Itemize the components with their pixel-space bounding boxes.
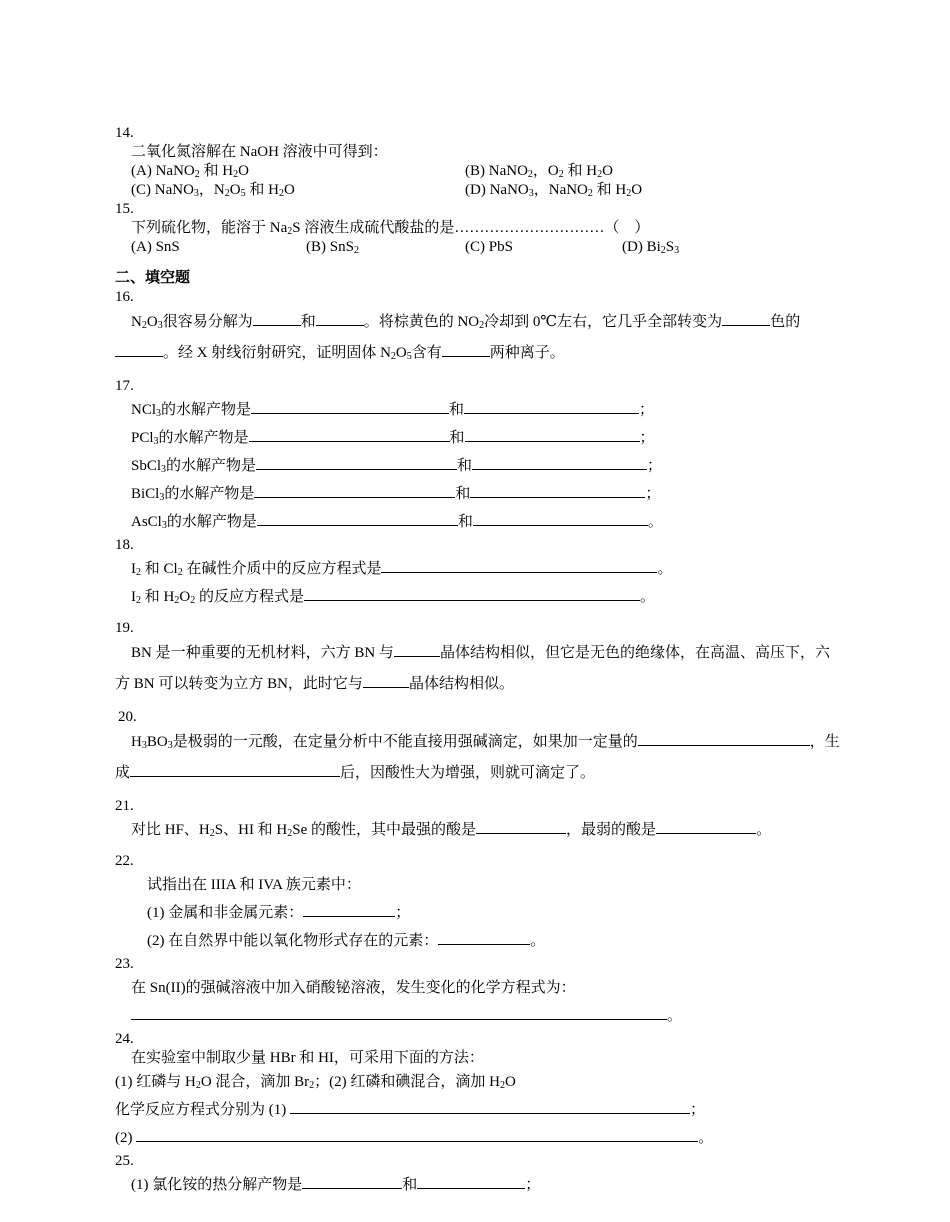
q14-option-d[interactable]: (D) NaNO$_3$，NaNO$_2$ 和 $H_2O$ <box>465 182 643 199</box>
q22-stem: 试指出在 IIIA 和 IVA 族元素中： <box>147 877 361 893</box>
q16-blank-3[interactable] <box>722 311 770 326</box>
q15-stem: 下列硫化物，能溶于 $Na_2S$ 溶液生成硫代酸盐的是…………………………（ ） <box>131 220 650 237</box>
q15-option-d[interactable]: (D) $Bi_2S_3$ <box>622 239 680 256</box>
q17-sbcl3-blank-2[interactable] <box>472 455 647 470</box>
q14-number: 14. <box>115 125 134 141</box>
q14-option-c[interactable]: (C) NaNO$_3$，$N_2O_5$ 和 $H_2O$ <box>131 182 295 199</box>
q24-blank-2[interactable] <box>136 1127 698 1142</box>
q17-row-ascl3: AsCl$_3$的水解产物是 和 。 <box>115 508 840 536</box>
q16-text: $N_2O_3$很容易分解为 和 。将棕黄色的 $NO_2$冷却到 0℃左右，它几乎全部转变为 色的。经 X 射线衍射研究，证明固体 $N_2O_5$含有 两种离子。 <box>115 307 840 369</box>
q24-blank-1[interactable] <box>290 1099 690 1114</box>
q20-blank-1a[interactable] <box>638 731 786 746</box>
q18-blank-2[interactable] <box>304 586 640 601</box>
q17-pcl3-blank-2[interactable] <box>465 427 640 442</box>
q25-blank-2[interactable] <box>417 1174 525 1189</box>
q17-ncl3-blank-2[interactable] <box>464 399 639 414</box>
q25-number: 25. <box>115 1153 134 1169</box>
q14-options-row1 <box>115 162 840 181</box>
q19-blank-2[interactable] <box>363 673 409 688</box>
q15-option-a[interactable]: (A) SnS <box>131 239 180 255</box>
q24-number: 24. <box>115 1031 134 1047</box>
q22-blank-1[interactable] <box>303 902 395 917</box>
q22-number: 22. <box>115 853 134 869</box>
page <box>115 124 840 1199</box>
q16-blank-5[interactable] <box>442 342 490 357</box>
q18-blank-1[interactable] <box>381 558 657 573</box>
q17-ascl3-blank-2[interactable] <box>473 511 648 526</box>
q21-blank-strongest[interactable] <box>476 819 566 834</box>
q17-bicl3-blank-2[interactable] <box>470 483 645 498</box>
q20-blank-1b[interactable] <box>786 731 810 746</box>
q20-blank-2[interactable] <box>130 762 340 777</box>
q14-options-row2 <box>115 181 840 200</box>
q20-text: $H_3BO_3$是极弱的一元酸，在定量分析中不能直接用强碱滴定，如果加一定量的 ，生成 后，因酸性大为增强，则就可滴定了。 <box>115 727 840 789</box>
q19-text: BN 是一种重要的无机材料，六方 BN 与 晶体结构相似，但它是无色的绝缘体，在高温、高压下，六方 BN 可以转变为立方 BN，此时它与 晶体结构相似。 <box>115 638 840 700</box>
q23-number: 23. <box>115 956 134 972</box>
q23-answer-line: 。 <box>115 1002 840 1030</box>
q18-line-1: $I_2$ 和 $Cl_2$ 在碱性介质中的反应方程式是 。 <box>115 555 840 583</box>
q22-blank-2[interactable] <box>438 930 530 945</box>
q25-blank-1[interactable] <box>302 1174 402 1189</box>
q22-line-2: (2) 在自然界中能以氧化物形式存在的元素： 。 <box>115 927 840 955</box>
q18-number: 18. <box>115 537 134 553</box>
q25-line-1: (1) 氯化铵的热分解产物是 和 ； <box>115 1171 840 1199</box>
q17-row-ncl3: NCl$_3$的水解产物是 和 ； <box>115 396 840 424</box>
q16-blank-1[interactable] <box>253 311 301 326</box>
q22-line-1: (1) 金属和非金属元素： ； <box>115 899 840 927</box>
q24-stem: 在实验室中制取少量 HBr 和 HI，可采用下面的方法： <box>131 1050 484 1066</box>
q17-ascl3-blank-1[interactable] <box>257 511 458 526</box>
q20-number: 20. <box>118 709 137 725</box>
q16-blank-4[interactable] <box>115 342 163 357</box>
q24-line-3: (2) 。 <box>115 1124 840 1152</box>
section-fill-in-blank-heading: 二、填空题 <box>115 270 191 286</box>
q17-row-pcl3: PCl$_3$的水解产物是 和 ； <box>115 424 840 452</box>
q15-option-c[interactable]: (C) PbS <box>465 239 513 255</box>
q17-number: 17. <box>115 378 134 394</box>
q17-ncl3-blank-1[interactable] <box>251 399 449 414</box>
q18-line-2: $I_2$ 和 $H_2O_2$ 的反应方程式是 。 <box>115 583 840 611</box>
q21-blank-weakest[interactable] <box>656 819 756 834</box>
q14-option-a[interactable]: (A) NaNO$_2$ 和 $H_2O$ <box>131 163 249 180</box>
q17-bicl3-blank-1[interactable] <box>254 483 455 498</box>
q14-stem: 二氧化氮溶解在 NaOH 溶液中可得到： <box>131 144 388 160</box>
q17-row-sbcl3: SbCl$_3$的水解产物是 和 ； <box>115 452 840 480</box>
q23-stem: 在 Sn(II)的强碱溶液中加入硝酸铋溶液，发生变化的化学方程式为： <box>131 980 576 996</box>
q23-blank[interactable] <box>131 1005 667 1020</box>
q14-option-b[interactable]: (B) NaNO$_2$，$O_2$ 和 $H_2O$ <box>465 163 613 180</box>
q21-number: 21. <box>115 798 134 814</box>
q17-row-bicl3: BiCl$_3$的水解产物是 和 ； <box>115 480 840 508</box>
q21-text: 对比 HF、$H_2S$、HI 和 $H_2Se$ 的酸性，其中最强的酸是 ，最弱的酸是 。 <box>115 816 840 844</box>
q15-option-b[interactable]: (B) SnS$_2$ <box>306 239 359 256</box>
q16-number: 16. <box>115 289 134 305</box>
q24-line-1: (1) 红磷与 $H_2O$ 混合，滴加 $Br_2$；(2) 红磷和碘混合，滴加 $H_2O$ <box>115 1074 516 1091</box>
q15-number: 15. <box>115 201 134 217</box>
q17-pcl3-blank-1[interactable] <box>249 427 450 442</box>
q16-blank-2[interactable] <box>316 311 364 326</box>
q19-number: 19. <box>115 620 134 636</box>
q24-line-2: 化学反应方程式分别为 (1) ； <box>115 1096 840 1124</box>
q17-sbcl3-blank-1[interactable] <box>256 455 457 470</box>
q15-options <box>115 238 840 257</box>
q19-blank-1[interactable] <box>394 642 440 657</box>
